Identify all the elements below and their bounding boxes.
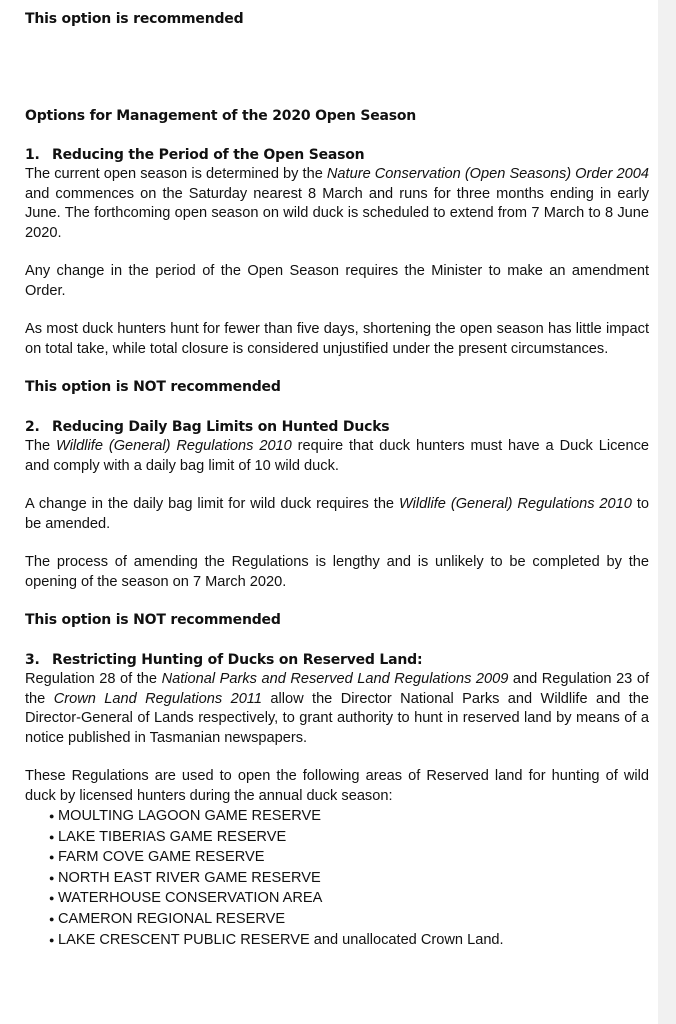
bullet-icon: ● [49,811,55,821]
section-title: Options for Management of the 2020 Open Season [25,108,417,124]
option-3-title: Restricting Hunting of Ducks on Reserved Land: [52,652,423,668]
option-1-recommendation: This option is NOT recommended [25,379,281,395]
list-item: ● LAKE CRESCENT PUBLIC RESERVE and unallocated Crown Land. [49,930,649,951]
bullet-icon: ● [49,831,55,842]
option-1-paragraph-2: Any change in the period of the Open Season requires the Minister to make an amendment Order. [25,263,649,299]
regulation-citation: Wildlife (General) Regulations 2010 [56,438,292,454]
regulation-citation: Crown Land Regulations 2011 [53,690,262,707]
bullet-icon: ● [49,852,55,863]
list-item: ● CAMERON REGIONAL RESERVE [49,909,649,930]
list-item: ● WATERHOUSE CONSERVATION AREA [49,888,649,909]
bullet-icon: ● [49,913,55,924]
reserve-list [25,806,649,950]
option-2-recommendation: This option is NOT recommended [25,612,281,628]
document-content [25,10,649,950]
option-1-paragraph-1: The current open season is determined by the Nature Conservation (Open Seasons) Order 2004 and commences on the Saturday nearest 8 March and runs for three months ending in early June. The forthcoming open season on wild duck is scheduled to extend from 7 March to 8 June 2020. [25,166,650,241]
list-item: ● MOULTING LAGOON GAME RESERVE [49,806,649,827]
option-2-heading [25,418,649,437]
bullet-icon: ● [49,934,55,945]
page-margin [658,0,676,1024]
order-citation: Nature Conservation (Open Seasons) Order 2004 [326,166,650,182]
option-3-number: 3. [25,652,40,668]
option-2-number: 2. [25,419,40,435]
bullet-icon: ● [49,893,55,904]
option-2-paragraph-3: The process of amending the Regulations is lengthy and is unlikely to be completed by the opening of the season on 7 March 2020. [25,554,649,590]
list-item: ● NORTH EAST RIVER GAME RESERVE [49,868,649,889]
option-2-paragraph-1: The Wildlife (General) Regulations 2010 require that duck hunters must have a Duck Licence and comply with a daily bag limit of 10 wild duck. [25,438,650,474]
top-recommendation: This option is recommended [25,11,244,27]
option-1-title: Reducing the Period of the Open Season [52,147,365,163]
option-2-paragraph-2: A change in the daily bag limit for wild duck requires the Wildlife (General) Regulations 2010 to be amended. [25,496,649,532]
option-3-heading [25,651,649,670]
list-item: ● FARM COVE GAME RESERVE [49,847,649,868]
option-1-paragraph-3: As most duck hunters hunt for fewer than five days, shortening the open season has little impact on total take, while total closure is considered unjustified under the present circumstances. [25,321,649,357]
regulation-citation: National Parks and Reserved Land Regulations 2009 [161,671,509,687]
option-1-number: 1. [25,147,40,163]
bullet-icon: ● [49,872,55,883]
option-3-paragraph-2: These Regulations are used to open the following areas of Reserved land for hunting of wild duck by licensed hunters during the annual duck season: [25,768,649,804]
regulation-citation: Wildlife (General) Regulations 2010 [399,496,632,512]
option-3-paragraph-1: Regulation 28 of the National Parks and Reserved Land Regulations 2009 and Regulation 23 of the Crown Land Regulations 2011 allow the Director National Parks and Wildlife and the Director-General of Lands respectively, to grant authority to hunt in reserved land by means of a notice published in Tasmanian newspapers. [25,671,650,746]
option-1-heading [25,146,649,165]
option-2-title: Reducing Daily Bag Limits on Hunted Ducks [52,419,390,435]
list-item: ● LAKE TIBERIAS GAME RESERVE [49,827,649,848]
